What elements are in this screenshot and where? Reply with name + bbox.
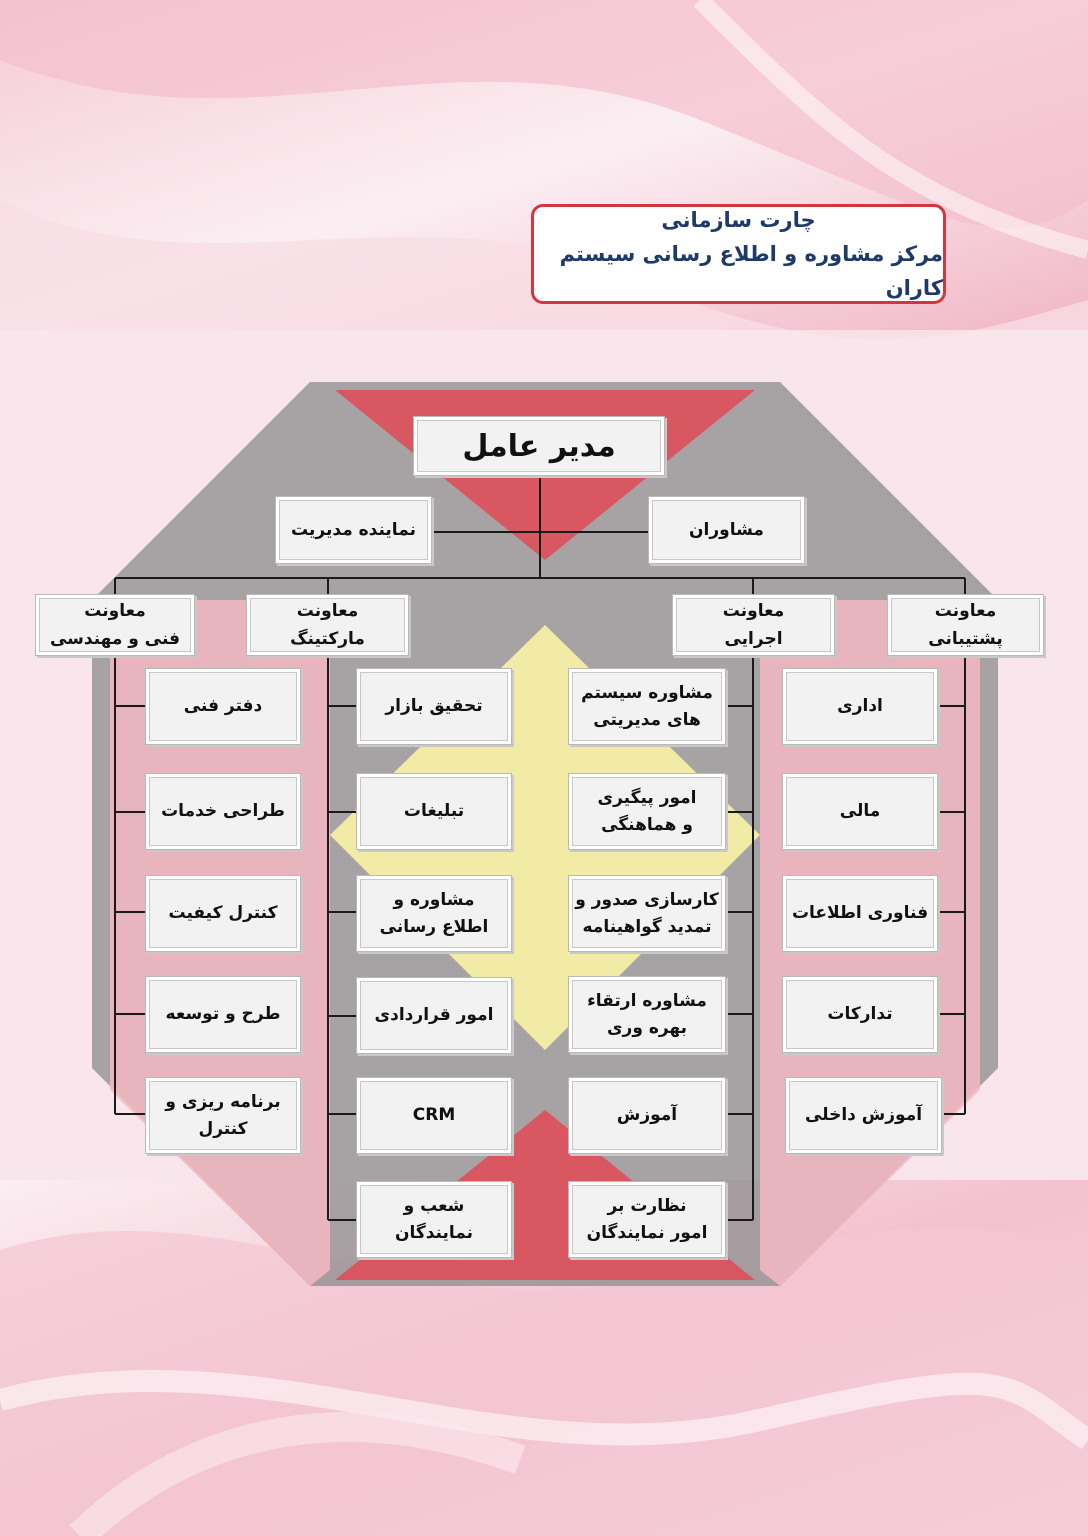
support-unit-label: تدارکات bbox=[827, 1004, 893, 1024]
executive-unit-label: مشاوره سیستم های مدیریتی bbox=[581, 682, 713, 730]
deputy-support-label: معاونت پشتیبانی bbox=[928, 601, 1003, 649]
management-rep-label: نماینده مدیریت bbox=[291, 519, 416, 540]
technical-unit bbox=[145, 773, 301, 850]
deputy-marketing-label: معاونت مارکتینگ bbox=[290, 601, 365, 649]
marketing-unit-label: مشاوره و اطلاع رسانی bbox=[379, 889, 489, 937]
marketing-unit bbox=[356, 668, 512, 745]
executive-unit bbox=[568, 668, 726, 745]
support-unit bbox=[782, 976, 938, 1053]
executive-unit-label: آموزش bbox=[616, 1105, 678, 1125]
support-unit-label: فناوری اطلاعات bbox=[791, 903, 929, 923]
executive-unit bbox=[568, 976, 726, 1053]
marketing-unit bbox=[356, 875, 512, 952]
advisors-label: مشاوران bbox=[689, 519, 764, 540]
support-unit-label: مالی bbox=[839, 801, 881, 821]
technical-unit-label: کنترل کیفیت bbox=[168, 903, 278, 923]
deputy-support-node bbox=[887, 594, 1044, 656]
technical-unit bbox=[145, 875, 301, 952]
executive-unit-label: کارسازی صدور و تمدید گواهینامه bbox=[575, 889, 719, 937]
executive-unit-label: نظارت بر امور نمایندگان bbox=[586, 1195, 708, 1243]
marketing-unit-label: CRM bbox=[412, 1105, 456, 1125]
executive-unit bbox=[568, 1181, 726, 1258]
marketing-unit bbox=[356, 977, 512, 1054]
technical-unit-label: طراحی خدمات bbox=[161, 801, 285, 821]
support-unit bbox=[782, 668, 938, 745]
chart-title: چارت سازمانی bbox=[661, 208, 816, 232]
support-unit-label: آموزش داخلی bbox=[804, 1105, 923, 1125]
executive-unit-label: امور پیگیری و هماهنگی bbox=[597, 787, 697, 835]
marketing-unit bbox=[356, 1181, 512, 1258]
deputy-marketing-node bbox=[246, 594, 409, 656]
executive-unit bbox=[568, 875, 726, 952]
deputy-executive-label: معاونت اجرایی bbox=[722, 601, 785, 649]
executive-unit bbox=[568, 1077, 726, 1154]
technical-unit-label: طرح و توسعه bbox=[165, 1004, 281, 1024]
executive-unit-label: مشاوره ارتقاء بهره وری bbox=[587, 990, 707, 1038]
ceo-node bbox=[413, 416, 665, 476]
executive-unit bbox=[568, 773, 726, 850]
marketing-unit-label: تبلیغات bbox=[403, 801, 465, 821]
marketing-unit-label: تحقیق بازار bbox=[385, 696, 483, 716]
marketing-unit-label: شعب و نمایندگان bbox=[394, 1195, 474, 1243]
support-unit-label: اداری bbox=[837, 696, 883, 716]
deputy-executive-node bbox=[672, 594, 835, 656]
support-unit bbox=[782, 773, 938, 850]
advisors-node bbox=[648, 496, 805, 564]
technical-unit-label: دفتر فنی bbox=[183, 696, 263, 716]
marketing-unit bbox=[356, 773, 512, 850]
support-unit bbox=[782, 875, 938, 952]
marketing-unit-label: امور قراردادی bbox=[374, 1005, 494, 1025]
ceo-label: مدیر عامل bbox=[462, 428, 616, 464]
support-unit bbox=[785, 1077, 942, 1154]
technical-unit bbox=[145, 668, 301, 745]
technical-unit bbox=[145, 976, 301, 1053]
deputy-technical-label: معاونت فنی و مهندسی bbox=[49, 601, 181, 649]
management-rep-node bbox=[275, 496, 432, 564]
deputy-technical-node bbox=[35, 594, 195, 656]
chart-subtitle: مرکز مشاوره و اطلاع رسانی سیستم کاران bbox=[559, 242, 943, 300]
technical-unit bbox=[145, 1077, 301, 1154]
marketing-unit bbox=[356, 1077, 512, 1154]
technical-unit-label: برنامه ریزی و کنترل bbox=[165, 1091, 281, 1139]
